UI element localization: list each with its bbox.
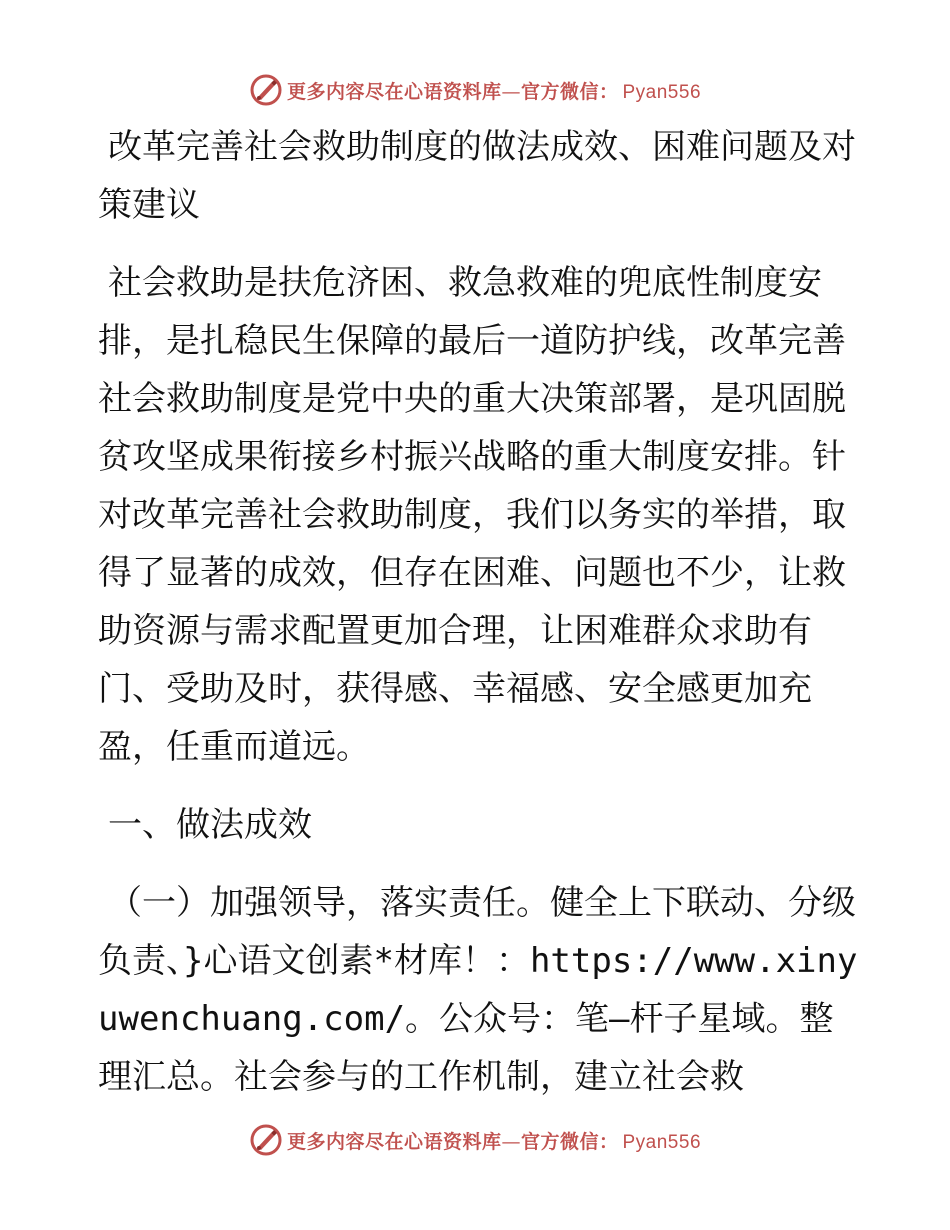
banner-dash: — <box>501 80 521 103</box>
document-title: 改革完善社会救助制度的做法成效、困难问题及对策建议 <box>98 127 856 225</box>
footer-dash: — <box>501 1130 521 1153</box>
banner-main-text: 更多内容尽在心语资料库 <box>286 80 502 103</box>
footer-main-text: 更多内容尽在心语资料库 <box>286 1130 502 1153</box>
pen-seal-logo <box>249 73 283 107</box>
section-heading: 一、做法成效 <box>108 805 312 845</box>
footer-banner-text <box>287 1127 701 1154</box>
footer-wechat-id: Pyan556 <box>622 1131 702 1153</box>
banner-wechat-label: 官方微信： <box>520 80 619 103</box>
pen-seal-logo <box>249 1123 283 1157</box>
document-body <box>98 118 858 1106</box>
footer-banner <box>0 1120 950 1160</box>
header-banner <box>0 70 950 110</box>
footer-wechat-label: 官方微信： <box>520 1130 619 1153</box>
header-banner-text <box>287 77 701 104</box>
intro-paragraph: 社会救助是扶危济困、救急救难的兜底性制度安排，是扎稳民生保障的最后一道防护线，改革完善社会救助制度是党中央的重大决策部署，是巩固脱贫攻坚成果衔接乡村振兴战略的重大制度安排。针对改革完善社会救助制度，我们以务实的举措，取得了显著的成效，但存在困难、问题也不少，让救助资源与需求配置更加合理，让困难群众求助有门、受助及时，获得感、幸福感、安全感更加充盈，任重而道远。 <box>98 263 846 767</box>
banner-wechat-id: Pyan556 <box>622 81 702 103</box>
subsection-paragraph: （一）加强领导，落实责任。健全上下联动、分级负责、}心语文创素*材库！：https://www.xinyuwenchuang.com/。公众号：笔—杆子星域。整理汇总。社会参与的工作机制，建立社会救 <box>98 883 858 1097</box>
